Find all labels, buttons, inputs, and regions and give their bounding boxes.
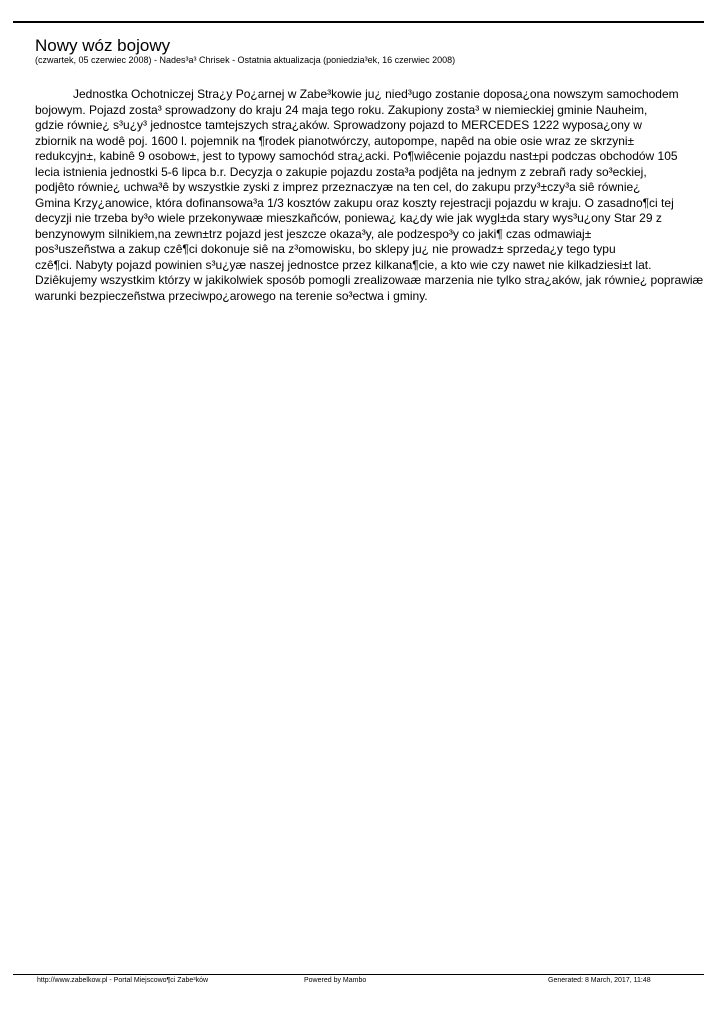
body-line: benzynowym silnikiem,na zewn±trz pojazd jest jeszcze okaza³y, ale podzespo³y co jaki¶ czas odmawiaj±	[35, 226, 592, 241]
body-line: decyzji nie trzeba by³o wiele przekonywaæ mieszkañców, poniewa¿ ka¿dy wie jak wygl±da stary wys³u¿ony Star 29 z	[35, 211, 662, 225]
article-meta: (czwartek, 05 czerwiec 2008) - Nades³a³ Chrisek - Ostatnia aktualizacja (poniedzia³ek, 16 czerwiec 2008)	[35, 55, 456, 65]
body-line: lecia istnienia jednostki 5-6 lipca b.r. Decyzja o zakupie pojazdu zosta³a podjêta na jednym z zebrañ rady so³eckiej,	[35, 164, 647, 179]
footer-powered-by: Powered by Mambo	[304, 977, 367, 984]
footer-site-url: http://www.zabelkow.pl - Portal Miejscowo¶ci Zabe³ków	[37, 977, 209, 984]
body-line: warunki bezpieczeñstwa przeciwpo¿arowego na terenie so³ectwa i gminy.	[35, 288, 428, 303]
body-line: bojowym. Pojazd zosta³ sprowadzony do kraju 24 maja tego roku. Zakupiony zosta³ w niemieckiej gminie Nauheim,	[35, 102, 648, 117]
body-line: Jednostka Ochotniczej Stra¿y Po¿arnej w Zabe³kowie ju¿ nied³ugo zostanie doposa¿ona nowszym samochodem	[73, 87, 679, 101]
article-title: Nowy wóz bojowy	[35, 36, 171, 55]
body-line: Gmina Krzy¿anowice, która dofinansowa³a 1/3 kosztów zakupu oraz koszty rejestracji pojazdu w kraju. O zasadno¶ci tej	[35, 195, 674, 210]
article-body	[35, 87, 725, 304]
body-line: gdzie równie¿ s³u¿y³ jednostce tamtejszych stra¿aków. Sprowadzony pojazd to MERCEDES 1222 wyposa¿ony w	[35, 118, 642, 132]
body-line: pos³uszeñstwa a zakup czê¶ci dokonuje siê na z³omowisku, bo sklepy ju¿ nie prowadz± sprzeda¿y tego typu	[35, 242, 616, 256]
bottom-divider	[13, 974, 704, 975]
body-line: redukcyjn±, kabinê 9 osobow±, jest to typowy samochód stra¿acki. Po¶wiêcenie pojazdu nast±pi podczas obchodów 105	[35, 149, 678, 163]
footer-generated-date: Generated: 8 March, 2017, 11:48	[548, 977, 651, 984]
body-line: podjêto równie¿ uchwa³ê by wszystkie zyski z imprez przeznaczyæ na ten cel, do zakupu przy³±czy³a siê równie¿	[35, 180, 641, 194]
body-line: Dziêkujemy wszystkim którzy w jakikolwiek sposób pomogli zrealizowaæ marzenia nie tylko stra¿aków, jak równie¿ poprawiæ	[35, 273, 704, 287]
body-line: zbiornik na wodê poj. 1600 l. pojemnik na ¶rodek pianotwórczy, autopompe, napêd na obie osie wraz ze skrzyni±	[35, 133, 635, 148]
body-line: czê¶ci. Nabyty pojazd powinien s³u¿yæ naszej jednostce przez kilkana¶cie, a kto wie czy nawet nie kilkadziesi±t lat.	[35, 257, 652, 272]
top-divider	[13, 21, 704, 23]
